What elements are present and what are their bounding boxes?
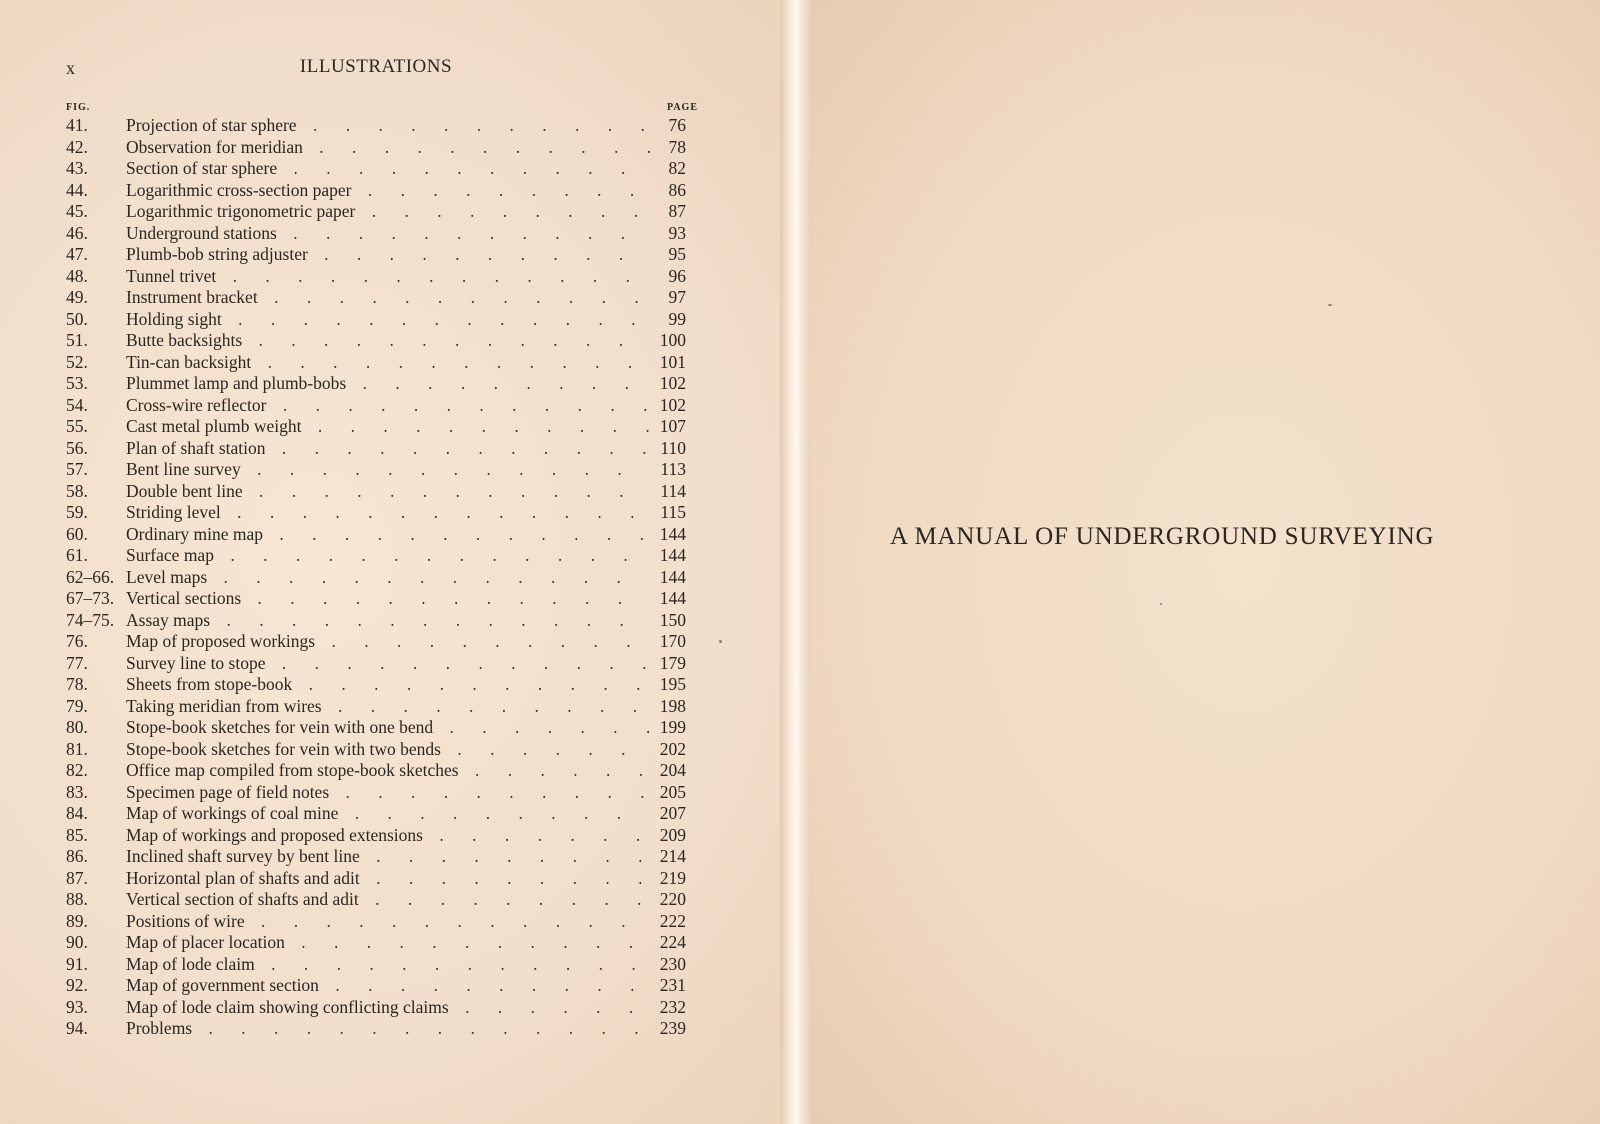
list-item (66, 868, 700, 890)
figure-title: Logarithmic trigonometric paper . . . (126, 201, 650, 223)
page-number: 78 (668, 136, 686, 157)
page-number: 144 (659, 523, 686, 544)
figure-number: 55. (66, 416, 88, 436)
figure-number: 59. (66, 502, 88, 522)
page-number: 224 (659, 932, 686, 952)
figure-number: 94. (66, 1018, 88, 1038)
figure-number: 62–66. (66, 566, 115, 587)
figure-number: 61. (66, 545, 88, 565)
figure-title: Map of government section . . . (126, 975, 650, 997)
figure-title: Double bent line . . . (126, 481, 650, 503)
page-number: 95 (668, 244, 686, 264)
page-number: 198 (659, 695, 686, 716)
figure-title: Survey line to stope . . . (126, 653, 650, 675)
page-number: 82 (668, 158, 686, 178)
paper-speck (1328, 304, 1332, 306)
page-number: 113 (660, 459, 686, 479)
figure-title: Map of lode claim . . . (126, 954, 650, 976)
figure-title: Specimen page of field notes . . . (126, 782, 650, 804)
figure-title: Map of placer location . . . (126, 932, 650, 954)
list-item (66, 932, 700, 954)
figure-number: 57. (66, 459, 88, 479)
page-number: 231 (659, 975, 686, 995)
illustrations-list (66, 115, 700, 1040)
page-number: 219 (659, 867, 686, 888)
figure-title: Bent line survey . . . (126, 459, 650, 481)
figure-title: Observation for meridian . . . (126, 137, 650, 159)
list-item (66, 352, 700, 374)
figure-number: 43. (66, 158, 88, 178)
figure-title: Vertical section of shafts and adit . . . (126, 889, 650, 911)
page-number: 220 (659, 889, 686, 909)
page-number: 150 (659, 609, 686, 630)
figure-number: 49. (66, 287, 88, 307)
page-number: 199 (659, 717, 686, 737)
figure-number: 42. (66, 136, 88, 157)
figure-number: 46. (66, 222, 88, 243)
list-item (66, 803, 700, 825)
page-number: 86 (668, 179, 686, 200)
list-item (66, 502, 700, 524)
figure-title: Map of workings and proposed extensions . . . (126, 825, 650, 847)
figure-title: Problems . . . (126, 1018, 650, 1040)
figure-number: 83. (66, 781, 88, 802)
figure-number: 56. (66, 437, 88, 458)
figure-number: 76. (66, 631, 88, 651)
column-headings (66, 102, 698, 114)
list-item (66, 158, 700, 180)
figure-title: Stope-book sketches for vein with two bends . . . (126, 739, 650, 761)
paper-speck (719, 640, 722, 643)
figure-number: 50. (66, 308, 88, 329)
figure-number: 54. (66, 394, 88, 415)
figure-title: Map of workings of coal mine . . . (126, 803, 650, 825)
page-number: 96 (668, 265, 686, 286)
figure-number: 90. (66, 932, 88, 952)
list-item (66, 825, 700, 847)
page-number: 179 (659, 652, 686, 673)
page-number: 76 (668, 115, 686, 135)
page-number: 114 (660, 480, 686, 501)
page-number: 209 (659, 824, 686, 845)
figure-title: Underground stations . . . (126, 223, 650, 245)
figure-title: Level maps . . . (126, 567, 650, 589)
half-title: A MANUAL OF UNDERGROUND SURVEYING (890, 523, 1435, 550)
page-number: 205 (659, 781, 686, 802)
fig-column-heading: FIG. (66, 102, 91, 113)
list-item (66, 266, 700, 288)
page-number: 100 (659, 330, 686, 350)
figure-number: 44. (66, 179, 88, 200)
figure-number: 87. (66, 867, 88, 888)
list-item (66, 459, 700, 481)
figure-number: 67–73. (66, 588, 115, 608)
list-item (66, 416, 700, 438)
list-item (66, 567, 700, 589)
figure-title: Instrument bracket . . . (126, 287, 650, 309)
page-number: 195 (659, 674, 686, 694)
list-item (66, 696, 700, 718)
figure-number: 81. (66, 738, 88, 759)
list-item (66, 653, 700, 675)
list-item (66, 610, 700, 632)
figure-number: 58. (66, 480, 88, 501)
page-number: 202 (659, 738, 686, 759)
figure-title: Plumb-bob string adjuster . . . (126, 244, 650, 266)
figure-title: Sheets from stope-book . . . (126, 674, 650, 696)
figure-number: 84. (66, 803, 88, 823)
figure-title: Section of star sphere . . . (126, 158, 650, 180)
figure-number: 85. (66, 824, 88, 845)
page-number: 239 (659, 1018, 686, 1038)
page-number: 93 (668, 222, 686, 243)
figure-title: Vertical sections . . . (126, 588, 650, 610)
figure-number: 47. (66, 244, 88, 264)
running-head (66, 56, 686, 80)
figure-title: Striding level . . . (126, 502, 650, 524)
figure-title: Logarithmic cross-section paper . . . (126, 180, 650, 202)
list-item (66, 588, 700, 610)
page-column-heading: PAGE (666, 102, 698, 113)
figure-number: 88. (66, 889, 88, 909)
figure-title: Assay maps . . . (126, 610, 650, 632)
figure-number: 91. (66, 953, 88, 974)
list-item (66, 373, 700, 395)
figure-number: 86. (66, 846, 88, 866)
figure-title: Butte backsights . . . (126, 330, 650, 352)
page-number: 97 (668, 287, 686, 307)
figure-number: 82. (66, 760, 88, 780)
figure-number: 53. (66, 373, 88, 393)
right-page (810, 0, 1600, 1124)
page-number: 101 (659, 351, 686, 372)
figure-title: Surface map . . . (126, 545, 650, 567)
figure-number: 52. (66, 351, 88, 372)
figure-number: 93. (66, 996, 88, 1017)
list-item (66, 545, 700, 567)
figure-number: 77. (66, 652, 88, 673)
page-number: 204 (659, 760, 686, 780)
list-item (66, 997, 700, 1019)
figure-number: 79. (66, 695, 88, 716)
page-number: 107 (659, 416, 686, 436)
left-page (0, 0, 795, 1124)
figure-title: Ordinary mine map . . . (126, 524, 650, 546)
list-item (66, 911, 700, 933)
figure-title: Horizontal plan of shafts and adit . . . (126, 868, 650, 890)
list-item (66, 717, 700, 739)
running-head-title: ILLUSTRATIONS (299, 56, 453, 77)
figure-title: Map of proposed workings . . . (126, 631, 650, 653)
list-item (66, 674, 700, 696)
page-number: 115 (660, 502, 686, 522)
figure-title: Projection of star sphere . . . (126, 115, 650, 137)
figure-title: Cross-wire reflector . . . (126, 395, 650, 417)
page-number: 230 (659, 953, 686, 974)
list-item (66, 1018, 700, 1040)
list-item (66, 481, 700, 503)
page-number: 214 (659, 846, 686, 866)
figure-title: Tin-can backsight . . . (126, 352, 650, 374)
page-number: 102 (659, 373, 686, 393)
figure-number: 74–75. (66, 609, 115, 630)
list-item (66, 889, 700, 911)
list-item (66, 782, 700, 804)
page-number: 232 (659, 996, 686, 1017)
figure-title: Holding sight . . . (126, 309, 650, 331)
list-item (66, 330, 700, 352)
figure-title: Inclined shaft survey by bent line . . . (126, 846, 650, 868)
list-item (66, 244, 700, 266)
list-item (66, 309, 700, 331)
list-item (66, 395, 700, 417)
page-number: 144 (659, 588, 686, 608)
list-item (66, 287, 700, 309)
list-item (66, 180, 700, 202)
figure-number: 41. (66, 115, 88, 135)
figure-title: Cast metal plumb weight . . . (126, 416, 650, 438)
page-folio: x (66, 58, 75, 78)
figure-number: 92. (66, 975, 88, 995)
figure-number: 60. (66, 523, 88, 544)
figure-number: 51. (66, 330, 88, 350)
list-item (66, 201, 700, 223)
page-number: 110 (660, 437, 686, 458)
figure-title: Plan of shaft station . . . (126, 438, 650, 460)
figure-title: Stope-book sketches for vein with one bend . . . (126, 717, 650, 739)
list-item (66, 137, 700, 159)
list-item (66, 846, 700, 868)
figure-number: 78. (66, 674, 88, 694)
page-number: 144 (659, 566, 686, 587)
list-item (66, 223, 700, 245)
paper-speck (1160, 603, 1162, 605)
figure-number: 80. (66, 717, 88, 737)
list-item (66, 760, 700, 782)
list-item (66, 115, 700, 137)
figure-title: Map of lode claim showing conflicting claims . . . (126, 997, 650, 1019)
list-item (66, 954, 700, 976)
page-number: 207 (659, 803, 686, 823)
list-item (66, 739, 700, 761)
page-number: 222 (659, 910, 686, 931)
page-number: 102 (659, 394, 686, 415)
list-item (66, 631, 700, 653)
figure-title: Plummet lamp and plumb-bobs . . . (126, 373, 650, 395)
list-item (66, 975, 700, 997)
list-item (66, 438, 700, 460)
page-number: 170 (659, 631, 686, 651)
figure-title: Taking meridian from wires . . . (126, 696, 650, 718)
figure-title: Tunnel trivet . . . (126, 266, 650, 288)
figure-number: 45. (66, 201, 88, 221)
page-number: 144 (659, 545, 686, 565)
figure-title: Office map compiled from stope-book sketches . . . (126, 760, 650, 782)
page-number: 87 (668, 201, 686, 221)
figure-title: Positions of wire . . . (126, 911, 650, 933)
book-gutter (780, 0, 810, 1124)
list-item (66, 524, 700, 546)
figure-number: 89. (66, 910, 88, 931)
page-number: 99 (668, 308, 686, 329)
figure-number: 48. (66, 265, 88, 286)
